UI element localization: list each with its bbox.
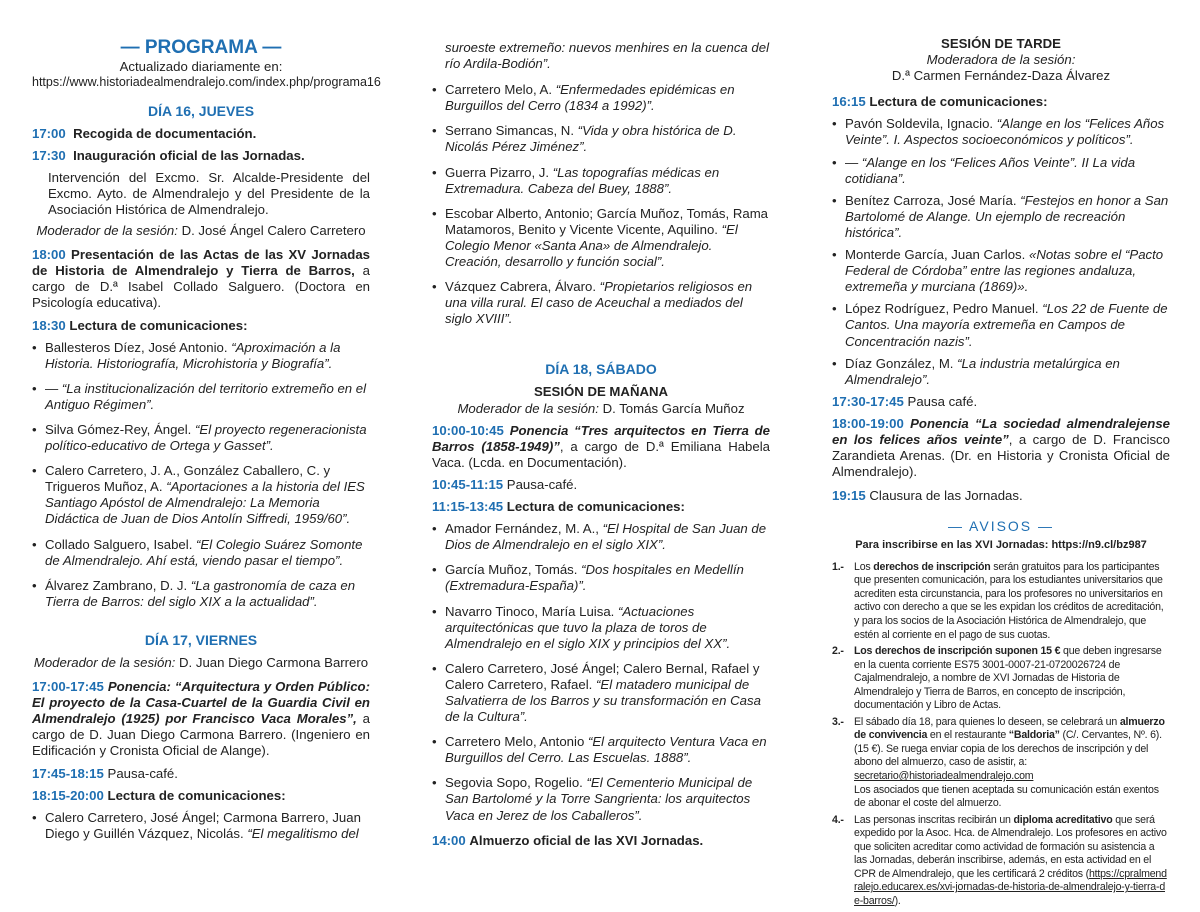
- item-title: “El matadero municipal de Salvatierra de los Barros y su transformación en Casa de la Cultura”.: [445, 676, 761, 725]
- event-detail: a cargo de D.ª Isabel Collado Salguero. (Doctora en Psicología educativa).: [32, 263, 370, 311]
- list-item: [432, 661, 770, 725]
- event-text: Clausura de las Jornadas.: [869, 488, 1023, 504]
- list-item: [32, 463, 370, 527]
- event-text: Lectura de comunicaciones:: [69, 317, 248, 333]
- notice-number: 1.-: [832, 560, 844, 573]
- notice-text: [854, 716, 1170, 811]
- item-author: Ballesteros Díez, José Antonio.: [45, 339, 228, 355]
- list-item: [432, 775, 770, 823]
- moderator-name: D.ª Carmen Fernández-Daza Álvarez: [891, 68, 1111, 84]
- column-2: [432, 40, 770, 855]
- event-1730-1745: [832, 394, 1170, 410]
- event-1615: [832, 94, 1170, 110]
- item-author: Díaz González, M.: [845, 355, 954, 371]
- item-author: Silva Gómez-Rey, Ángel.: [45, 422, 192, 437]
- notice-part: ).: [894, 894, 901, 907]
- notice-part: serán gratuitos para los participantes que presenten comunicación, para los estudiantes universitarios que acrediten esta circunstancia, para los profesores no universitarios en activo con derecho a que se les expidan los créditos de acreditación, y para los socios de la Asociación Histórica de Almendralejo, que estén al corriente en el pago de sus cuotas.: [854, 560, 1164, 641]
- moderator-name: D. Juan Diego Carmona Barrero: [179, 655, 369, 671]
- restaurant-name: “Baldoria”: [1008, 729, 1060, 742]
- event-time: 16:15: [832, 94, 866, 110]
- list-item: [832, 247, 1170, 295]
- item-title: “La institucionalización del territorio extremeño en el Antiguo Régimen”.: [45, 380, 367, 412]
- event-title: Presentación de las Actas de las XV Jornadas de Historia de Almendralejo y Tierra de Barros,: [32, 247, 370, 279]
- notice-3: [832, 716, 1170, 811]
- event-text: Lectura de comunicaciones:: [869, 94, 1048, 110]
- notice-emphasis: almuerzo de convivencia: [854, 715, 1165, 742]
- column-1: [32, 36, 381, 851]
- notice-part: Los: [854, 560, 871, 573]
- moderator-label: Moderadora de la sesión:: [926, 52, 1076, 68]
- list-item: [432, 165, 770, 197]
- event-time: 14:00: [432, 832, 466, 848]
- event-1915: [832, 488, 1170, 504]
- event-time: 17:00: [32, 125, 66, 141]
- item-author: Pavón Soldevila, Ignacio.: [845, 116, 994, 132]
- updated-note: Actualizado diariamente en:: [119, 59, 283, 75]
- item-author: Monterde García, Juan Carlos.: [845, 247, 1026, 263]
- item-author: García Muñoz, Tomás.: [445, 562, 578, 578]
- event-title: Ponencia “La sociedad almendralejense en los felices años veinte”: [832, 415, 1170, 447]
- notice-text: [854, 645, 1170, 713]
- afternoon-session-heading: SESIÓN DE TARDE: [941, 36, 1061, 51]
- moderator-label: Moderador de la sesión:: [33, 655, 176, 671]
- notice-part: en el restaurante: [929, 729, 1007, 742]
- event-text: Pausa café.: [907, 393, 978, 409]
- communications-list: [432, 521, 770, 824]
- item-author: Vázquez Cabrera, Álvaro.: [445, 279, 596, 295]
- notice-part: que será expedido por la Asoc. Hca. de Almendralejo. Los profesores en activo que soliciten acreditar como actividad de formación su asistencia a las Jornadas, deberán inscribirse, además, en esta actividad en el CPR de Almendralejo, que les certificará 2 créditos (: [854, 813, 1167, 880]
- item-title: “Los 22 de Fuente de Cantos. Una mayoría extremeña en Campos de Concentración nazis”.: [845, 301, 1168, 349]
- event-text: Pausa-café.: [506, 476, 578, 492]
- item-author: Carretero Melo, Antonio: [445, 734, 585, 750]
- item-author: Amador Fernández, M. A.,: [445, 521, 599, 537]
- notice-part: Las personas inscritas recibirán un: [854, 813, 1011, 826]
- notice-part: Los asociados que tienen aceptada su comunicación están exentos de abonar el coste del almuerzo.: [854, 783, 1159, 810]
- notice-emphasis: derechos de inscripción: [873, 560, 991, 573]
- event-1400: [432, 833, 770, 849]
- event-detail: a cargo de D. Juan Diego Carmona Barrero. (Ingeniero en Edificación y Cronista Oficial de Alange).: [32, 711, 370, 759]
- day-17-heading: DÍA 17, VIERNES: [144, 631, 258, 648]
- event-1745-1815: [32, 766, 370, 782]
- item-author: Calero Carretero, José Ángel; Calero Bernal, Rafael y Calero Carretero, Rafael.: [445, 660, 760, 692]
- item-title: “Las topografías médicas en Extremadura. Cabeza del Buey, 1888”.: [445, 164, 720, 196]
- item-author: Carretero Melo, A.: [445, 82, 553, 98]
- item-title: “El Cementerio Municipal de San Bartolomé y la Torre Sangrienta: los arquitectos Vaca en Jerez de los Caballeros”.: [445, 775, 753, 823]
- list-item: [432, 279, 770, 327]
- item-title: “Aportaciones a la historia del IES Santiago Apóstol de Almendralejo: La Memoria Didáctica de Juan de Dios Antolín Siffredi, 1959/60”.: [45, 479, 365, 527]
- event-1700-1745: [32, 679, 370, 759]
- item-author: Segovia Sopo, Rogelio.: [445, 775, 583, 791]
- list-item: [432, 562, 770, 594]
- list-item: [32, 422, 370, 454]
- item-title: “El arquitecto Ventura Vaca en Burguillos del Cerro. Las Escuelas. 1888”.: [445, 734, 767, 766]
- moderator-line: [432, 401, 770, 417]
- day-16-heading: DÍA 16, JUEVES: [147, 102, 255, 119]
- event-detail: , a cargo de D.ª Emiliana Habela Vaca. (Lcda. en Documentación).: [432, 438, 770, 470]
- notice-1: [832, 561, 1170, 642]
- moderator-line: [32, 655, 370, 671]
- event-time: 17:45-18:15: [32, 765, 104, 781]
- morning-session-heading: SESIÓN DE MAÑANA: [533, 384, 669, 400]
- item-author: Calero Carretero, J. A., González Caballero, C. y Trigueros Muñoz, A.: [45, 463, 331, 495]
- notice-part: El sábado día 18, para quienes lo deseen, se celebrará un: [854, 715, 1118, 728]
- item-title: “La industria metalúrgica en Almendralejo”.: [845, 355, 1120, 387]
- list-item: [432, 82, 770, 114]
- list-item: [32, 340, 370, 372]
- item-title: “El Hospital de San Juan de Dios de Almendralejo en el siglo XIX”.: [445, 521, 767, 553]
- item-title: “Enfermedades epidémicas en Burguillos del Cerro (1834 a 1992)”.: [445, 82, 735, 114]
- communications-list: [32, 340, 370, 610]
- event-time: 17:30: [32, 147, 66, 163]
- registration-link[interactable]: Para inscribirse en las XVI Jornadas: https://n9.cl/bz987: [855, 539, 1147, 552]
- item-author: Escobar Alberto, Antonio; García Muñoz, Tomás, Rama Matamoros, Benito y Vicente Vicente, Aquilino.: [445, 205, 769, 237]
- item-title: “El megalitismo del: [247, 825, 359, 841]
- event-time: 17:30-17:45: [832, 393, 904, 409]
- notice-number: 3.-: [832, 715, 844, 728]
- notice-part: (C/. Cervantes, Nº. 6). (15 €). Se ruega enviar copia de los derechos de inscripción y del abono del almuerzo, caso de asistir, a:: [854, 729, 1162, 769]
- event-text: Lectura de comunicaciones:: [506, 499, 685, 515]
- list-item: [32, 810, 370, 842]
- item-title: “Dos hospitales en Medellín (Extremadura-España)”.: [445, 562, 744, 594]
- notice-number: 4.-: [832, 813, 844, 826]
- list-item: [832, 155, 1170, 187]
- moderator-line: [32, 223, 370, 239]
- program-url[interactable]: https://www.historiadealmendralejo.com/index.php/programa16: [32, 75, 381, 90]
- moderator-name: D. José Ángel Calero Carretero: [181, 223, 366, 239]
- item-author: Benítez Carroza, José María.: [845, 192, 1017, 208]
- item-author: Guerra Pizarro, J.: [445, 164, 550, 180]
- item-author: —: [45, 380, 59, 396]
- item-author: Collado Salguero, Isabel.: [45, 536, 193, 552]
- moderator-label: Moderador de la sesión:: [36, 223, 178, 239]
- event-time: 19:15: [832, 488, 866, 504]
- program-title: — PROGRAMA —: [120, 37, 282, 58]
- item-title: “El Colegio Menor «Santa Ana» de Almendralejo. Creación, desarrollo y función social”.: [445, 221, 738, 270]
- event-title: Ponencia “Tres arquitectos en Tierra de Barros (1858-1949)”: [432, 422, 770, 454]
- list-item: [432, 521, 770, 553]
- list-item: [32, 578, 370, 610]
- notice-part: que deben ingresarse en la cuenta corriente ES75 3001-0007-21-0720026724 de Cajalmendralejo, a nombre de XVI Jornadas de Historia de Almendralejo y Tierra de Barros, en concepto de inscripción, documentación y Libro de Actas.: [854, 645, 1162, 712]
- list-item: [32, 537, 370, 569]
- item-title: “Aproximación a la Historia. Historiografía, Microhistoria y Biografía”.: [45, 339, 341, 371]
- list-item: [832, 301, 1170, 349]
- event-1800-1900: [832, 416, 1170, 480]
- column-3: [832, 36, 1170, 912]
- notice-text: [854, 814, 1170, 909]
- continued-title: suroeste extremeño: nuevos menhires en la cuenca del río Ardila-Bodión”.: [445, 40, 770, 72]
- item-title: “Alange en los “Felices Años Veinte”. II La vida cotidiana”.: [845, 154, 1136, 186]
- notice-number: 2.-: [832, 645, 844, 658]
- notice-text: [854, 561, 1170, 642]
- event-time: 10:45-11:15: [432, 476, 504, 492]
- cpr-link[interactable]: https://cpralmendralejo.educarex.es/xvi-jornadas-de-historia-de-almendralejo-y-tierra-de-barros/: [854, 867, 1167, 907]
- item-author: Navarro Tinoco, María Luisa.: [445, 603, 615, 619]
- event-time: 11:15-13:45: [432, 499, 504, 515]
- item-author: Calero Carretero, José Ángel; Carmona Barrero, Juan Diego y Guillén Vázquez, Nicolás.: [45, 809, 361, 841]
- event-detail: , a cargo de D. Francisco Zarandieta Arenas. (Dr. en Historia y Cronista Oficial de Almendralejo).: [832, 431, 1170, 480]
- event-time: 18:30: [32, 317, 66, 333]
- communications-list: [432, 82, 770, 327]
- list-item: [432, 734, 770, 766]
- list-item: [832, 193, 1170, 241]
- secretary-email-link[interactable]: secretario@historiadealmendralejo.com: [854, 770, 1034, 783]
- moderator-name: D. Tomás García Muñoz: [602, 400, 745, 416]
- item-title: “Propietarios religiosos en una villa rural. El caso de Aceuchal a mediados del siglo XVIII”.: [445, 279, 753, 327]
- item-author: López Rodríguez, Pedro Manuel.: [845, 301, 1039, 317]
- item-author: —: [845, 154, 859, 170]
- list-item: [832, 116, 1170, 148]
- item-title: “La gastronomía de caza en Tierra de Barros: del siglo XIX a la actualidad”.: [45, 577, 356, 609]
- moderator-label: Moderador de la sesión:: [457, 400, 599, 416]
- event-text: Lectura de comunicaciones:: [107, 787, 286, 803]
- event-text: Almuerzo oficial de las XVI Jornadas.: [469, 832, 704, 848]
- notice-2: [832, 645, 1170, 713]
- communications-list: [32, 810, 370, 842]
- event-1700: [32, 126, 370, 142]
- event-1730: [32, 148, 370, 164]
- item-title: “Alange en los “Felices Años Veinte”. I. Aspectos socioeconómicos y políticos”.: [845, 116, 1165, 148]
- list-item: [432, 604, 770, 652]
- inauguration-detail: Intervención del Excmo. Sr. Alcalde-Presidente del Excmo. Ayto. de Almendralejo y del Presidente de la Asociación Histórica de Almendralejo.: [48, 169, 370, 217]
- event-1800: [32, 247, 370, 311]
- notice-emphasis: Los derechos de inscripción suponen 15 €: [854, 645, 1061, 658]
- event-title: Ponencia: “Arquitectura y Orden Público: El proyecto de la Casa-Cuartel de la Guardia Civil en Almendralejo (1925) por Francisco Vaca Morales”,: [32, 679, 371, 727]
- event-1000-1045: [432, 423, 770, 471]
- event-time: 10:00-10:45: [432, 422, 504, 438]
- event-time: 18:15-20:00: [32, 787, 104, 803]
- event-1115-1345: [432, 499, 770, 515]
- item-title: “El Colegio Suárez Somonte de Almendralejo. Ahí está, viendo pasar el tiempo”.: [45, 536, 363, 568]
- list-item: [432, 123, 770, 155]
- item-title: «Notas sobre el “Pacto Federal de Córdoba” entre las regiones andaluza, extremeña y murciana (1869)».: [845, 247, 1164, 295]
- item-author: Álvarez Zambrano, D. J.: [45, 577, 188, 593]
- event-1815-2000: [32, 788, 370, 804]
- event-1045-1115: [432, 477, 770, 493]
- event-text: Inauguración oficial de las Jornadas.: [73, 147, 305, 163]
- list-item: [432, 206, 770, 270]
- event-time: 18:00-19:00: [832, 415, 904, 431]
- event-text: Recogida de documentación.: [73, 125, 257, 141]
- event-time: 18:00: [32, 247, 66, 263]
- communications-list: [832, 116, 1170, 387]
- notice-emphasis: diploma acreditativo: [1013, 813, 1113, 826]
- item-title: “Festejos en honor a San Bartolomé de Alange. Un ejemplo de recreación histórica”.: [845, 192, 1169, 240]
- event-time: 17:00-17:45: [32, 679, 104, 695]
- event-1830: [32, 318, 370, 334]
- event-text: Pausa-café.: [107, 765, 178, 781]
- notice-4: [832, 814, 1170, 909]
- item-title: “El proyecto regeneracionista político-educativo de Ortega y Gasset”.: [45, 422, 367, 454]
- item-author: Serrano Simancas, N.: [445, 123, 574, 139]
- day-18-heading: DÍA 18, SÁBADO: [545, 361, 657, 378]
- list-item: [832, 356, 1170, 388]
- item-title: “Vida y obra histórica de D. Nicolás Pérez Jiménez”.: [445, 123, 737, 155]
- notices-title: — AVISOS —: [947, 518, 1055, 535]
- list-item: [32, 381, 370, 413]
- item-title: “Actuaciones arquitectónicas que tuvo la plaza de toros de Almendralejo en el siglo XIX y principios del XX”.: [445, 603, 731, 651]
